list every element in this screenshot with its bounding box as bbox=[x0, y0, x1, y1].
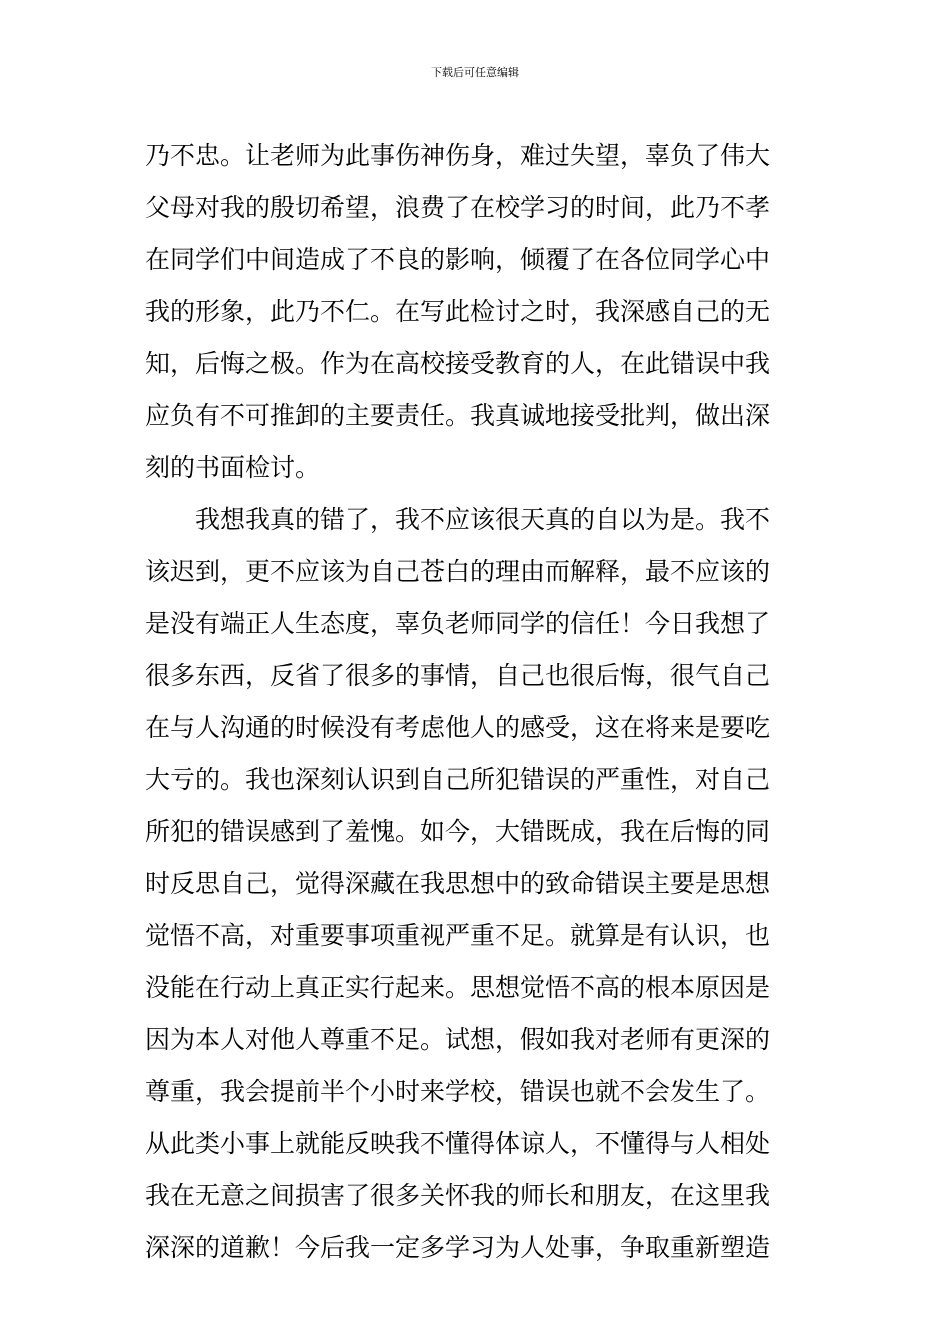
text-line: 尊重，我会提前半个小时来学校，错误也就不会发生了。 bbox=[145, 1077, 771, 1106]
text-line: 深深的道歉！今后我一定多学习为人处事，争取重新塑造 bbox=[145, 1233, 771, 1262]
text-line: 很多东西，反省了很多的事情，自己也很后悔，很气自己 bbox=[145, 661, 771, 690]
text-line: 父母对我的殷切希望，浪费了在校学习的时间，此乃不孝 bbox=[145, 193, 771, 222]
text-line: 是没有端正人生态度，辜负老师同学的信任！今日我想了 bbox=[145, 609, 771, 638]
text-line: 所犯的错误感到了羞愧。如今，大错既成，我在后悔的同 bbox=[145, 817, 771, 846]
paragraph-start-line: 我想我真的错了，我不应该很天真的自以为是。我不 bbox=[195, 505, 771, 534]
text-line: 应负有不可推卸的主要责任。我真诚地接受批判，做出深 bbox=[145, 401, 771, 430]
text-line: 时反思自己，觉得深藏在我思想中的致命错误主要是思想 bbox=[145, 869, 771, 898]
page-header: 下载后可任意编辑 bbox=[431, 66, 519, 79]
text-line: 在与人沟通的时候没有考虑他人的感受，这在将来是要吃 bbox=[145, 713, 771, 742]
text-line: 该迟到，更不应该为自己苍白的理由而解释，最不应该的 bbox=[145, 557, 771, 586]
text-line: 因为本人对他人尊重不足。试想，假如我对老师有更深的 bbox=[145, 1025, 771, 1054]
text-line: 我在无意之间损害了很多关怀我的师长和朋友，在这里我 bbox=[145, 1181, 771, 1210]
text-line: 从此类小事上就能反映我不懂得体谅人，不懂得与人相处 bbox=[145, 1129, 771, 1158]
text-line: 大亏的。我也深刻认识到自己所犯错误的严重性，对自己 bbox=[145, 765, 771, 794]
text-line: 觉悟不高，对重要事项重视严重不足。就算是有认识，也 bbox=[145, 921, 771, 950]
text-line: 在同学们中间造成了不良的影响，倾覆了在各位同学心中 bbox=[145, 245, 771, 274]
text-line: 知，后悔之极。作为在高校接受教育的人，在此错误中我 bbox=[145, 349, 771, 378]
text-line: 我的形象，此乃不仁。在写此检讨之时，我深感自己的无 bbox=[145, 297, 771, 326]
text-line: 没能在行动上真正实行起来。思想觉悟不高的根本原因是 bbox=[145, 973, 771, 1002]
text-line: 刻的书面检讨。 bbox=[145, 453, 321, 482]
document-body bbox=[145, 130, 810, 1274]
text-line: 乃不忠。让老师为此事伤神伤身，难过失望，辜负了伟大 bbox=[145, 141, 771, 170]
